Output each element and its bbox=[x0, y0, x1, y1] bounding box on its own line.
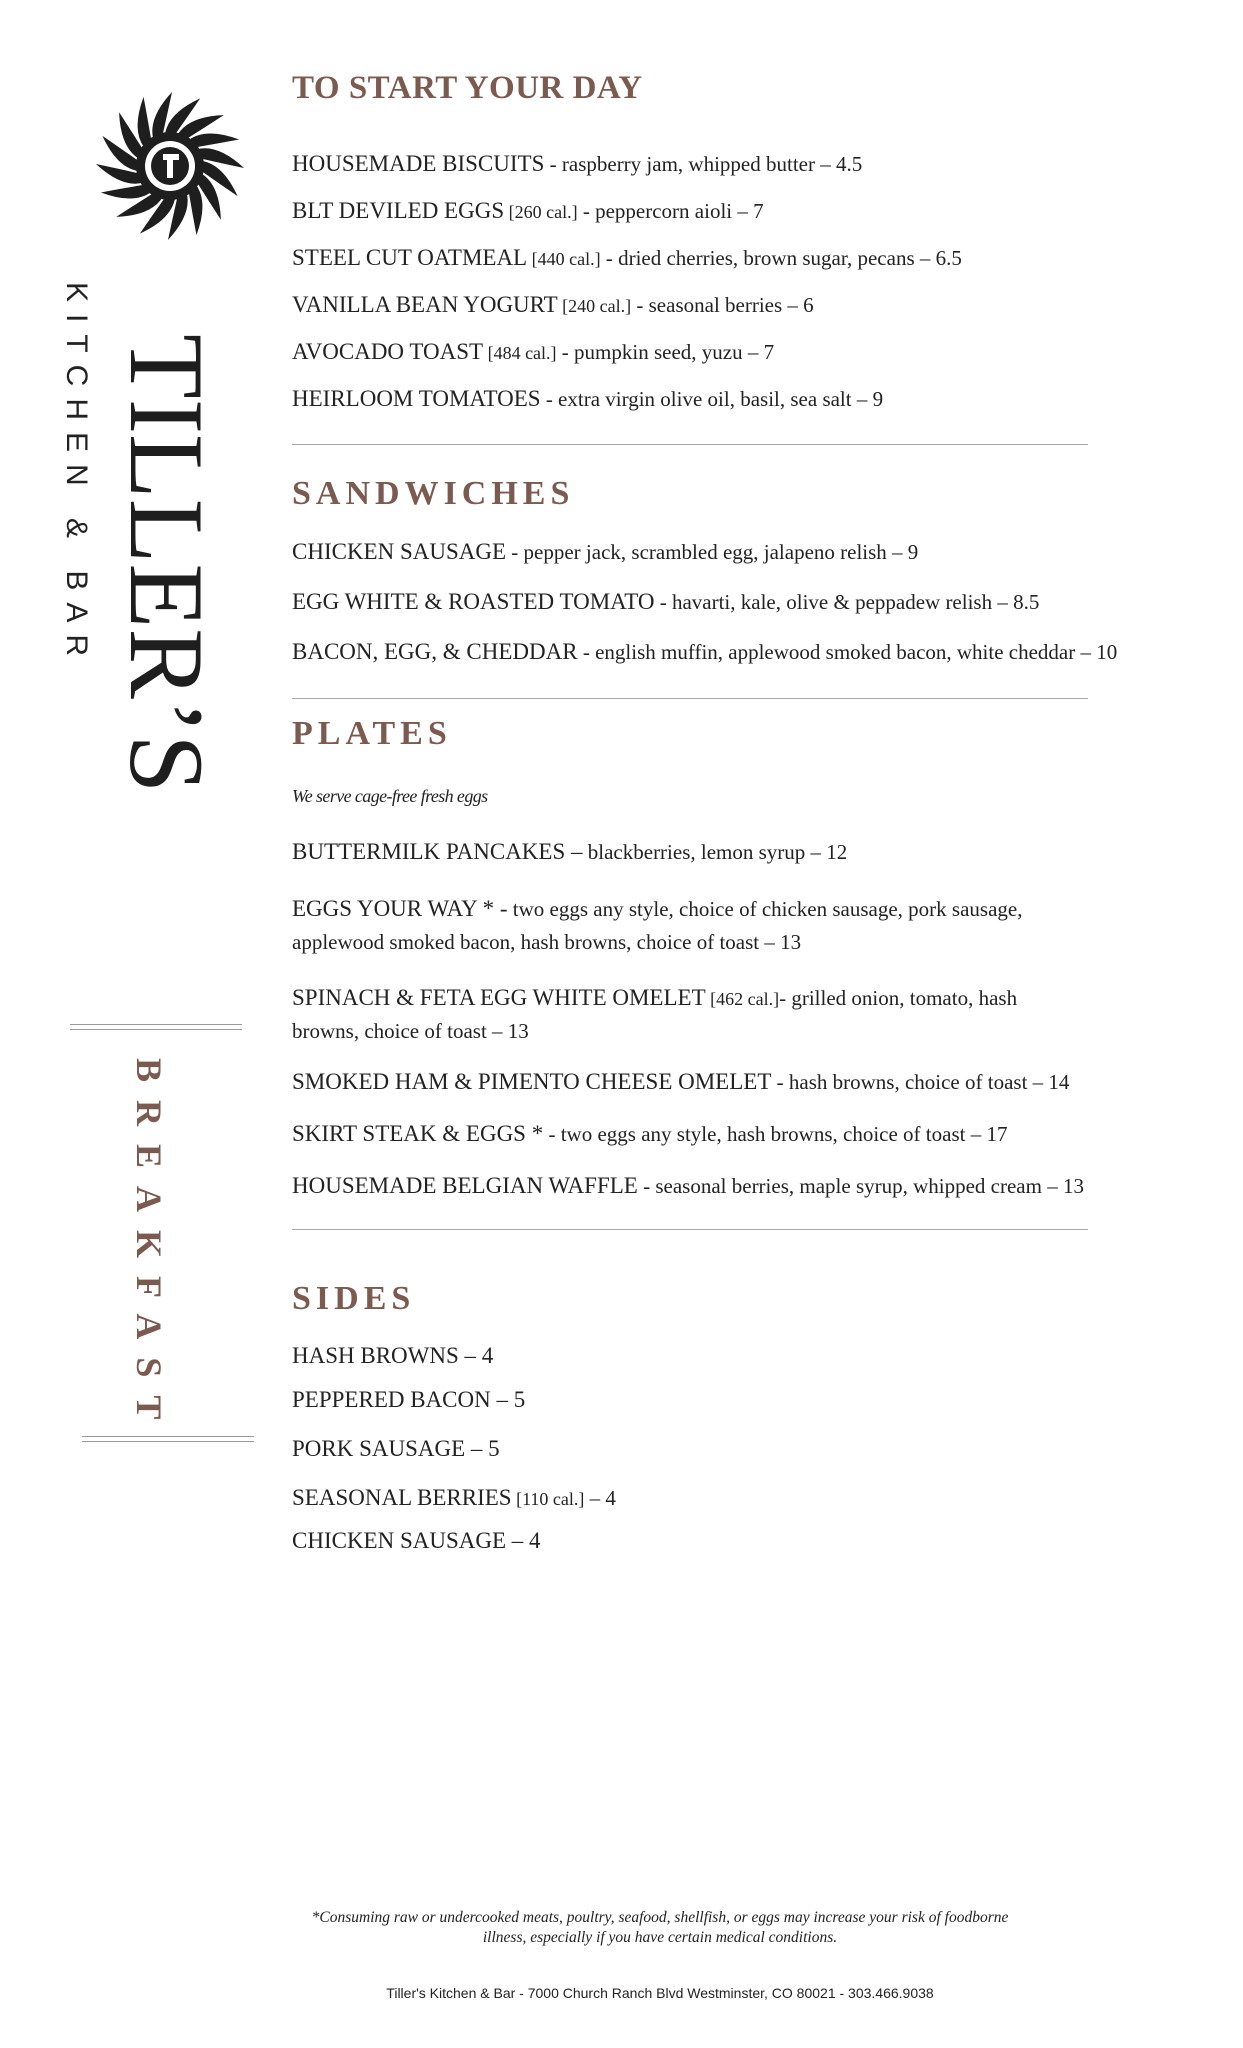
menu-item: HOUSEMADE BISCUITS - raspberry jam, whipped butter – 4.5 bbox=[292, 151, 863, 176]
menu-label: BREAKFAST bbox=[129, 1058, 169, 1438]
section-title-plates: PLATES bbox=[292, 715, 452, 752]
menu-item: CHICKEN SAUSAGE – 4 bbox=[292, 1528, 541, 1553]
menu-item: STEEL CUT OATMEAL [440 cal.] - dried cherries, brown sugar, pecans – 6.5 bbox=[292, 245, 962, 270]
menu-item: EGGS YOUR WAY * - two eggs any style, choice of chicken sausage, pork sausage, applewood smoked bacon, hash browns, choice of toast – 13 bbox=[292, 896, 1023, 954]
divider bbox=[70, 1024, 242, 1030]
menu-item: PEPPERED BACON – 5 bbox=[292, 1387, 526, 1412]
section-title-sides: SIDES bbox=[292, 1280, 416, 1317]
disclaimer: *Consuming raw or undercooked meats, poultry, seafood, shellfish, or eggs may increase your risk of foodborne illness, especially if you have certain medical conditions. bbox=[311, 1909, 1009, 1946]
menu-item: HEIRLOOM TOMATOES - extra virgin olive oil, basil, sea salt – 9 bbox=[292, 386, 884, 411]
menu-item: BACON, EGG, & CHEDDAR - english muffin, applewood smoked bacon, white cheddar – 10 bbox=[292, 639, 1118, 664]
menu-item: BLT DEVILED EGGS [260 cal.] - peppercorn aioli – 7 bbox=[292, 198, 764, 223]
menu-item: SKIRT STEAK & EGGS * - two eggs any style, hash browns, choice of toast – 17 bbox=[292, 1121, 1008, 1146]
menu-item: HASH BROWNS – 4 bbox=[292, 1343, 494, 1368]
menu-item: HOUSEMADE BELGIAN WAFFLE - seasonal berries, maple syrup, whipped cream – 13 bbox=[292, 1173, 1084, 1198]
menu-item: AVOCADO TOAST [484 cal.] - pumpkin seed, yuzu – 7 bbox=[292, 339, 775, 364]
menu-item: PORK SAUSAGE – 5 bbox=[292, 1436, 500, 1461]
menu-item: SEASONAL BERRIES [110 cal.] – 4 bbox=[292, 1485, 616, 1510]
section-title-start: TO START YOUR DAY bbox=[292, 70, 643, 106]
divider bbox=[292, 698, 1088, 699]
divider bbox=[292, 444, 1088, 445]
brand-subtitle: KITCHEN & BAR bbox=[60, 282, 93, 669]
divider bbox=[82, 1436, 254, 1442]
sun-icon bbox=[92, 88, 248, 244]
menu-item: CHICKEN SAUSAGE - pepper jack, scrambled egg, jalapeno relish – 9 bbox=[292, 539, 919, 564]
menu-item: EGG WHITE & ROASTED TOMATO - havarti, kale, olive & peppadew relish – 8.5 bbox=[292, 589, 1040, 614]
menu-item: VANILLA BEAN YOGURT [240 cal.] - seasonal berries – 6 bbox=[292, 292, 814, 317]
brand-name: TILLER’S bbox=[108, 334, 225, 794]
menu-item: SPINACH & FETA EGG WHITE OMELET [462 cal.]- grilled onion, tomato, hash browns, choice of toast – 13 bbox=[292, 985, 1018, 1043]
section-title-sandwiches: SANDWICHES bbox=[292, 475, 575, 512]
address: Tiller's Kitchen & Bar - 7000 Church Ranch Blvd Westminster, CO 80021 - 303.466.9038 bbox=[386, 1985, 934, 2001]
menu-item: SMOKED HAM & PIMENTO CHEESE OMELET - hash browns, choice of toast – 14 bbox=[292, 1069, 1070, 1094]
note: We serve cage-free fresh eggs bbox=[292, 786, 488, 806]
menu-item: BUTTERMILK PANCAKES – blackberries, lemon syrup – 12 bbox=[292, 839, 848, 864]
divider bbox=[292, 1229, 1088, 1230]
